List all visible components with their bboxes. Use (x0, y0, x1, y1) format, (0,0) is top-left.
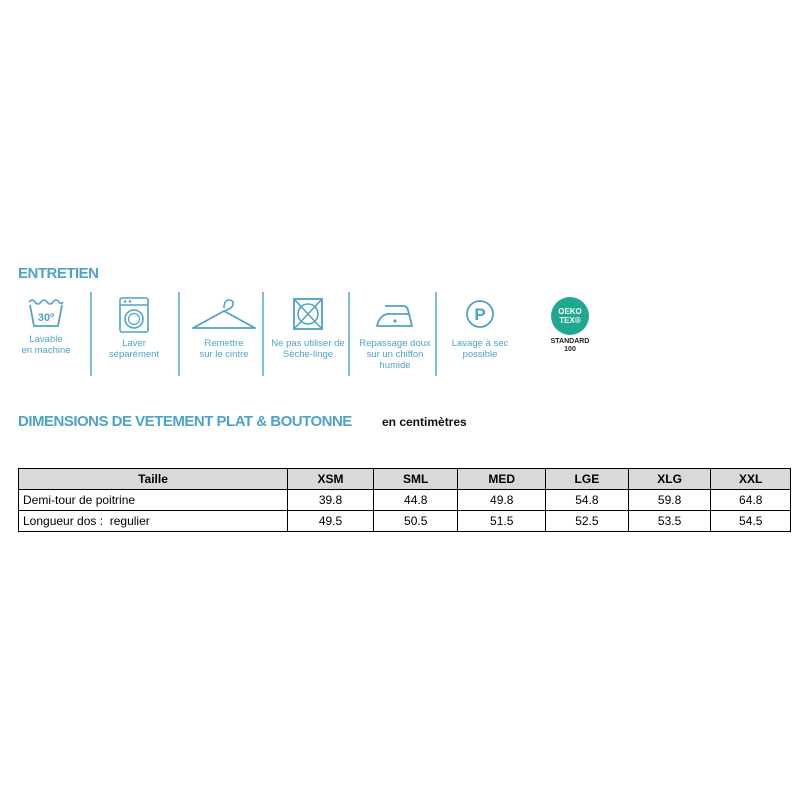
care-item-hanger (182, 292, 266, 378)
header-cell: XXL (711, 469, 791, 490)
row-label: Demi-tour de poitrine (19, 490, 288, 511)
unit-note: en centimètres (382, 415, 467, 429)
table-cell: 49.8 (458, 490, 546, 511)
divider (262, 292, 264, 376)
care-item-no-tumble-dry (266, 292, 350, 378)
care-label: Repassage doux sur un chiffon humide (359, 338, 431, 371)
divider (178, 292, 180, 376)
care-item-machine-wash (10, 292, 82, 378)
header-cell: MED (458, 469, 546, 490)
oeko-line2: TEX® (559, 316, 581, 325)
oeko-standard-label: STANDARD 100 (550, 338, 590, 353)
care-section-title: ENTRETIEN (18, 265, 99, 282)
table-cell: 52.5 (546, 511, 629, 532)
care-label: Lavage à sec possible (451, 338, 509, 360)
care-label: Laver séparément (108, 338, 160, 360)
washing-machine-icon (117, 296, 151, 334)
divider (348, 292, 350, 376)
row-label: Longueur dos : regulier (19, 511, 288, 532)
oeko-line1: OEKO (558, 307, 582, 316)
table-cell: 54.5 (711, 511, 791, 532)
table-cell: 59.8 (628, 490, 711, 511)
divider (435, 292, 437, 376)
table-cell: 51.5 (458, 511, 546, 532)
table-row (19, 490, 791, 511)
header-cell: LGE (546, 469, 629, 490)
care-label: Remettre sur le cintre (199, 338, 249, 360)
care-label: Lavable en machine (21, 334, 71, 356)
care-label: Ne pas utiliser de Sèche-linge (271, 338, 345, 360)
no-tumble-dry-icon (290, 296, 326, 334)
table-row (19, 511, 791, 532)
care-item-iron (352, 292, 438, 378)
table-cell: 54.8 (546, 490, 629, 511)
header-cell: SML (374, 469, 458, 490)
table-cell: 53.5 (628, 511, 711, 532)
oeko-tex-logo (551, 297, 589, 335)
care-item-dry-clean (440, 292, 520, 378)
dimensions-section-title: DIMENSIONS DE VETEMENT PLAT & BOUTONNE (18, 413, 352, 430)
wash-30-icon (26, 296, 66, 330)
divider (90, 292, 92, 376)
iron-icon (373, 296, 417, 334)
header-cell: XSM (288, 469, 374, 490)
hanger-icon (189, 296, 259, 334)
size-table (18, 468, 791, 532)
table-cell: 49.5 (288, 511, 374, 532)
table-header-row (19, 469, 791, 490)
svg-text:P: P (474, 305, 486, 324)
header-cell: Taille (19, 469, 288, 490)
table-cell: 64.8 (711, 490, 791, 511)
table-cell: 44.8 (374, 490, 458, 511)
svg-text:30º: 30º (37, 312, 55, 324)
table-cell: 50.5 (374, 511, 458, 532)
care-item-wash-separately (94, 292, 174, 378)
dry-clean-p-icon (462, 296, 498, 334)
oeko-tex-badge (540, 297, 600, 354)
table-cell: 39.8 (288, 490, 374, 511)
care-icons-row (10, 292, 630, 378)
header-cell: XLG (628, 469, 711, 490)
